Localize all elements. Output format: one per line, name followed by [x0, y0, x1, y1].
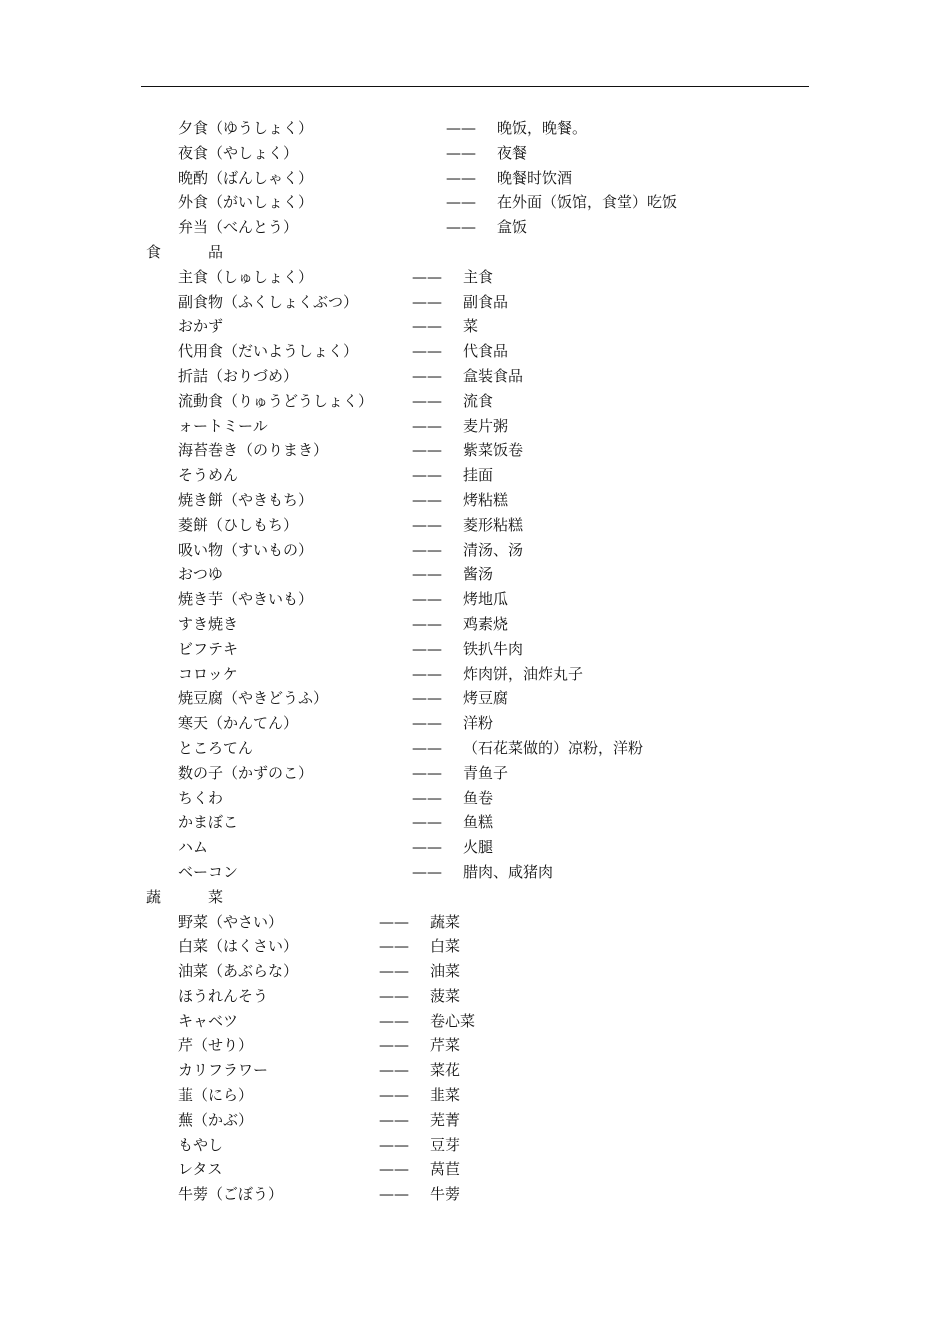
dash-separator: —— — [379, 1160, 409, 1179]
dash-separator: —— — [412, 391, 442, 410]
vocab-meaning: 炸肉饼，油炸丸子 — [463, 664, 584, 683]
section-heading-left: 食 — [146, 242, 162, 261]
vocab-row — [0, 686, 950, 711]
vocab-meaning: 菜 — [463, 317, 479, 336]
vocab-term: そうめん — [178, 466, 239, 485]
dash-separator: —— — [446, 143, 476, 162]
section-heading — [0, 885, 950, 910]
dash-separator: —— — [379, 1036, 409, 1055]
vocab-term: 寒天（かんてん） — [178, 714, 299, 733]
vocab-row — [0, 290, 950, 315]
vocab-row — [0, 860, 950, 885]
vocab-row — [0, 364, 950, 389]
vocab-meaning: 盒饭 — [497, 218, 528, 237]
vocab-row — [0, 984, 950, 1009]
vocab-term: 牛蒡（ごぼう） — [178, 1185, 284, 1204]
vocab-row — [0, 438, 950, 463]
vocab-meaning: 牛蒡 — [430, 1185, 461, 1204]
vocab-term: ところてん — [178, 738, 253, 757]
vocab-term: 焼き芋（やきいも） — [178, 590, 314, 609]
vocab-meaning: 菠菜 — [430, 986, 461, 1005]
vocab-meaning: 菱形粘糕 — [463, 515, 524, 534]
vocab-term: すき焼き — [178, 614, 239, 633]
section-heading — [0, 240, 950, 265]
vocab-row — [0, 488, 950, 513]
vocab-term: おつゆ — [178, 565, 223, 584]
vocab-term: 数の子（かずのこ） — [178, 763, 314, 782]
vocab-term: かまぼこ — [178, 813, 239, 832]
dash-separator: —— — [379, 1086, 409, 1105]
vocab-meaning: 副食品 — [463, 292, 509, 311]
vocab-row — [0, 910, 950, 935]
vocab-term: ちくわ — [178, 788, 224, 807]
dash-separator: —— — [446, 119, 476, 137]
vocab-term: 夕食（ゆうしょく） — [178, 119, 314, 137]
dash-separator: —— — [412, 862, 442, 881]
dash-separator: —— — [446, 193, 476, 212]
dash-separator: —— — [412, 590, 442, 609]
section-heading-right: 品 — [208, 242, 224, 261]
vocab-meaning: 蔬菜 — [430, 912, 461, 931]
vocab-meaning: 主食 — [463, 267, 494, 286]
vocab-term: 主食（しゅしょく） — [178, 267, 314, 286]
dash-separator: —— — [379, 1185, 409, 1204]
dash-separator: —— — [412, 490, 442, 509]
vocab-term: 晩酌（ばんしゃく） — [178, 168, 314, 187]
vocab-row — [0, 835, 950, 860]
vocab-term: 白菜（はくさい） — [178, 937, 299, 956]
vocab-row — [0, 786, 950, 811]
vocab-meaning: 鸡素烧 — [463, 614, 509, 633]
vocab-meaning: 豆芽 — [430, 1135, 461, 1154]
vocab-row — [0, 141, 950, 166]
vocab-row — [0, 1182, 950, 1207]
vocab-term: ほうれんそう — [178, 986, 269, 1005]
dash-separator: —— — [379, 937, 409, 956]
vocab-row — [0, 1009, 950, 1034]
vocab-meaning: 油菜 — [430, 962, 461, 981]
vocab-term: カリフラワー — [178, 1061, 269, 1080]
vocab-term: おかず — [178, 317, 224, 336]
vocab-meaning: 白菜 — [430, 937, 461, 956]
vocab-row — [0, 166, 950, 191]
dash-separator: —— — [412, 614, 442, 633]
vocab-term: ハム — [178, 838, 209, 857]
vocab-row — [0, 662, 950, 687]
vocab-meaning: 卷心菜 — [430, 1011, 476, 1030]
vocab-row — [0, 1133, 950, 1158]
section-heading-left: 蔬 — [146, 887, 162, 906]
vocab-meaning: 青鱼子 — [463, 763, 509, 782]
section-heading-right: 菜 — [208, 887, 224, 906]
vocab-meaning: 韭菜 — [430, 1086, 461, 1105]
vocab-meaning: 麦片粥 — [463, 416, 509, 435]
vocab-term: 流動食（りゅうどうしょく） — [178, 391, 374, 410]
dash-separator: —— — [379, 1011, 409, 1030]
vocab-term: 芹（せり） — [178, 1036, 254, 1055]
vocab-meaning: 火腿 — [463, 838, 494, 857]
vocab-meaning: 盒装食品 — [463, 366, 524, 385]
vocab-meaning: 清汤、汤 — [463, 540, 524, 559]
vocab-meaning: 流食 — [463, 391, 494, 410]
header-rule — [141, 86, 809, 87]
dash-separator: —— — [379, 962, 409, 981]
dash-separator: —— — [379, 1135, 409, 1154]
vocab-row — [0, 116, 950, 141]
dash-separator: —— — [412, 664, 442, 683]
vocab-row — [0, 314, 950, 339]
vocab-row — [0, 934, 950, 959]
vocab-term: 副食物（ふくしょくぶつ） — [178, 292, 359, 311]
vocab-row — [0, 215, 950, 240]
vocab-term: 夜食（やしょく） — [178, 143, 299, 162]
dash-separator: —— — [412, 317, 442, 336]
vocab-row — [0, 1058, 950, 1083]
vocab-row — [0, 761, 950, 786]
vocab-meaning: 鱼糕 — [463, 813, 494, 832]
vocab-row — [0, 339, 950, 364]
vocab-term: 韮（にら） — [178, 1086, 254, 1105]
vocab-row — [0, 1108, 950, 1133]
vocab-term: 油菜（あぶらな） — [178, 962, 299, 981]
dash-separator: —— — [412, 292, 442, 311]
vocab-meaning: 晚餐时饮酒 — [497, 168, 573, 187]
vocab-row — [0, 1157, 950, 1182]
vocab-meaning: 莴苣 — [430, 1160, 461, 1179]
dash-separator: —— — [412, 813, 442, 832]
vocab-row — [0, 190, 950, 215]
vocab-row — [0, 711, 950, 736]
vocab-term: ベーコン — [178, 862, 239, 881]
vocab-term: 折詰（おりづめ） — [178, 366, 299, 385]
vocab-term: コロッケ — [178, 664, 238, 683]
vocab-meaning: 夜餐 — [497, 143, 528, 162]
vocab-row — [0, 587, 950, 612]
vocab-meaning: 烤地瓜 — [463, 590, 509, 609]
dash-separator: —— — [379, 1110, 409, 1129]
dash-separator: —— — [412, 738, 442, 757]
dash-separator: —— — [412, 342, 442, 361]
vocab-term: 海苔巻き（のりまき） — [178, 441, 329, 460]
dash-separator: —— — [412, 838, 442, 857]
vocab-meaning: 在外面（饭馆，食堂）吃饭 — [497, 193, 678, 212]
vocab-meaning: 紫菜饭卷 — [463, 441, 524, 460]
vocab-term: 代用食（だいようしょく） — [178, 342, 359, 361]
vocab-row — [0, 538, 950, 563]
vocab-row — [0, 389, 950, 414]
dash-separator: —— — [412, 689, 442, 708]
dash-separator: —— — [379, 1061, 409, 1080]
dash-separator: —— — [412, 366, 442, 385]
vocab-meaning: 烤粘糕 — [463, 490, 509, 509]
dash-separator: —— — [412, 714, 442, 733]
vocab-row — [0, 959, 950, 984]
vocab-row — [0, 562, 950, 587]
vocab-term: 弁当（べんとう） — [178, 218, 299, 237]
vocab-meaning: 鱼卷 — [463, 788, 494, 807]
dash-separator: —— — [412, 540, 442, 559]
vocab-term: キャベツ — [178, 1011, 239, 1030]
dash-separator: —— — [379, 986, 409, 1005]
dash-separator: —— — [412, 763, 442, 782]
vocab-row — [0, 1083, 950, 1108]
vocab-meaning: 酱汤 — [463, 565, 494, 584]
dash-separator: —— — [446, 168, 476, 187]
vocab-meaning: （石花菜做的）凉粉，洋粉 — [463, 738, 644, 757]
vocab-meaning: 代食品 — [463, 342, 509, 361]
vocab-row — [0, 612, 950, 637]
dash-separator: —— — [412, 416, 442, 435]
vocab-term: 焼き餅（やきもち） — [178, 490, 314, 509]
dash-separator: —— — [412, 515, 442, 534]
vocab-meaning: 烤豆腐 — [463, 689, 509, 708]
vocab-row — [0, 463, 950, 488]
vocab-row — [0, 637, 950, 662]
vocab-row — [0, 265, 950, 290]
dash-separator: —— — [412, 466, 442, 485]
dash-separator: —— — [412, 639, 442, 658]
vocab-term: 吸い物（すいもの） — [178, 540, 314, 559]
vocab-meaning: 菜花 — [430, 1061, 461, 1080]
vocab-term: レタス — [178, 1160, 223, 1179]
dash-separator: —— — [412, 565, 442, 584]
vocab-row — [0, 810, 950, 835]
vocab-meaning: 洋粉 — [463, 714, 494, 733]
document-body — [0, 116, 950, 1207]
vocab-meaning: 芜菁 — [430, 1110, 461, 1129]
vocab-term: 外食（がいしょく） — [178, 193, 314, 212]
vocab-term: 菱餅（ひしもち） — [178, 515, 299, 534]
vocab-row — [0, 513, 950, 538]
vocab-meaning: 铁扒牛肉 — [463, 639, 524, 658]
vocab-meaning: 芹菜 — [430, 1036, 461, 1055]
vocab-row — [0, 736, 950, 761]
vocab-row — [0, 414, 950, 439]
vocab-term: 焼豆腐（やきどうふ） — [178, 689, 329, 708]
vocab-term: 野菜（やさい） — [178, 912, 284, 931]
vocab-meaning: 挂面 — [463, 466, 494, 485]
dash-separator: —— — [412, 267, 442, 286]
dash-separator: —— — [412, 441, 442, 460]
dash-separator: —— — [446, 218, 476, 237]
vocab-meaning: 腊肉、咸猪肉 — [463, 862, 554, 881]
vocab-term: ォートミール — [178, 416, 268, 435]
dash-separator: —— — [412, 788, 442, 807]
vocab-row — [0, 1033, 950, 1058]
vocab-term: もやし — [178, 1135, 224, 1154]
dash-separator: —— — [379, 912, 409, 931]
vocab-term: ビフテキ — [178, 639, 239, 658]
vocab-meaning: 晚饭，晚餐。 — [497, 119, 588, 137]
vocab-term: 蕪（かぶ） — [178, 1110, 254, 1129]
